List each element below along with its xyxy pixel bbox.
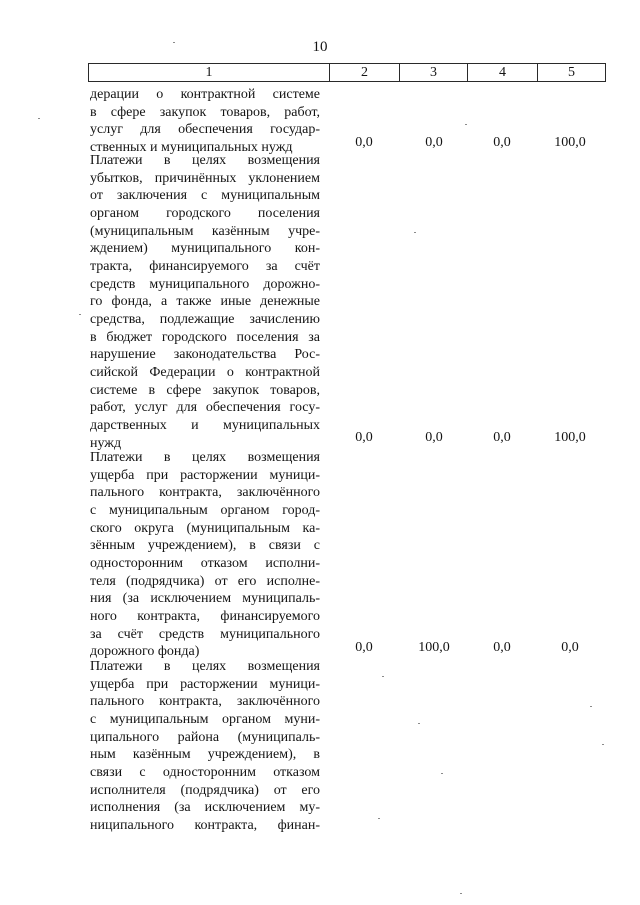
text-line: в сфере закупок товаров, работ,: [90, 104, 320, 120]
value-col-5: 100,0: [554, 135, 586, 150]
text-line: тракта, финансируемого за счёт: [90, 258, 320, 274]
text-line: нарушение законодательства Рос-: [90, 347, 320, 363]
text-line: (муниципальным казённым учре-: [90, 223, 320, 239]
text-line: Платежи в целях возмещения: [90, 659, 320, 674]
text-line: дорожного фонда): [90, 644, 200, 660]
text-line: зённым учреждением), в связи с: [90, 538, 320, 554]
text-line: за счёт средств муниципального: [90, 626, 320, 642]
text-line: от заключения с муниципальным: [90, 188, 320, 204]
text-line: сийской Федерации о контрактной: [90, 364, 320, 380]
scan-speck: [382, 676, 384, 677]
text-line: ждением) муниципального кон-: [90, 241, 320, 257]
text-line: ния (за исключением муниципаль-: [90, 591, 320, 607]
text-line: средства, подлежащие зачислению: [90, 311, 320, 327]
text-line: ниципального контракта, финан-: [90, 817, 320, 833]
table-row-2-values: [329, 429, 606, 447]
text-line: односторонним отказом исполни-: [90, 555, 320, 571]
text-line: ущерба при расторжении муници-: [90, 467, 320, 483]
text-line: дерации о контрактной системе: [90, 87, 320, 102]
value-col-4: 0,0: [493, 640, 511, 655]
value-col-5: 100,0: [554, 430, 586, 445]
text-line: органом городского поселения: [90, 205, 320, 221]
text-line: средств муниципального дорожно-: [90, 276, 320, 292]
text-line: с муниципальным органом город-: [90, 502, 320, 518]
text-line: ского округа (муниципальным ка-: [90, 520, 320, 536]
scan-speck: [590, 706, 592, 707]
table-header-col-4: 4: [468, 64, 538, 81]
table-row-4-description: [90, 658, 320, 835]
text-line: связи с односторонним отказом: [90, 764, 320, 780]
table-row-3-description: [90, 449, 320, 661]
scan-speck: [418, 723, 420, 724]
text-line: услуг для обеспечения государ-: [90, 122, 320, 138]
table-row-2-description: [90, 152, 320, 452]
table-row-1-values: [329, 134, 606, 152]
text-line: пального контракта, заключённого: [90, 485, 320, 501]
text-line: ственных и муниципальных нужд: [90, 139, 293, 155]
text-line: теля (подрядчика) от его исполне-: [90, 573, 320, 589]
value-col-5: 0,0: [561, 640, 579, 655]
value-col-3: 100,0: [418, 640, 450, 655]
value-col-2: 0,0: [355, 640, 373, 655]
value-col-4: 0,0: [493, 135, 511, 150]
table-header-col-5: 5: [568, 65, 575, 80]
scan-speck: [378, 818, 380, 819]
text-line: с муниципальным органом муни-: [90, 711, 320, 727]
text-line: Платежи в целях возмещения: [90, 450, 320, 465]
table-header-row: [88, 63, 606, 82]
table-header-col-1: 1: [89, 64, 330, 81]
table-header-col-2: 2: [330, 64, 400, 81]
scan-speck: [602, 744, 604, 745]
text-line: го фонда, а также иные денежные: [90, 294, 320, 310]
scan-speck: [441, 773, 443, 774]
text-line: Платежи в целях возмещения: [90, 153, 320, 168]
value-col-2: 0,0: [355, 430, 373, 445]
table-row-3-values: [329, 639, 606, 657]
text-line: исполнения (за исключением му-: [90, 800, 320, 816]
text-line: работ, услуг для обеспечения госу-: [90, 400, 320, 416]
text-line: исполнителя (подрядчика) от его: [90, 782, 320, 798]
value-col-2: 0,0: [355, 135, 373, 150]
value-col-4: 0,0: [493, 430, 511, 445]
text-line: ным казённым учреждением), в: [90, 747, 320, 763]
table-header-col-3: 3: [400, 64, 468, 81]
text-line: системе в сфере закупок товаров,: [90, 382, 320, 398]
scan-speck: [38, 118, 40, 119]
text-line: дарственных и муниципальных: [90, 417, 320, 433]
value-col-3: 0,0: [425, 135, 443, 150]
scan-speck: [414, 232, 416, 233]
text-line: ущерба при расторжении муници-: [90, 676, 320, 692]
scan-speck: [465, 124, 467, 125]
scan-speck: [460, 893, 462, 894]
text-line: в бюджет городского поселения за: [90, 329, 320, 345]
scan-speck: [173, 42, 175, 43]
text-line: ного контракта, финансируемого: [90, 608, 320, 624]
table-row-1-description: [90, 86, 320, 157]
text-line: ципального района (муниципаль-: [90, 729, 320, 745]
page-number: 10: [312, 39, 328, 55]
text-line: пального контракта, заключённого: [90, 694, 320, 710]
text-line: убытков, причинённых уклонением: [90, 170, 320, 186]
scan-speck: [79, 314, 81, 315]
text-line: нужд: [90, 435, 122, 451]
value-col-3: 0,0: [425, 430, 443, 445]
